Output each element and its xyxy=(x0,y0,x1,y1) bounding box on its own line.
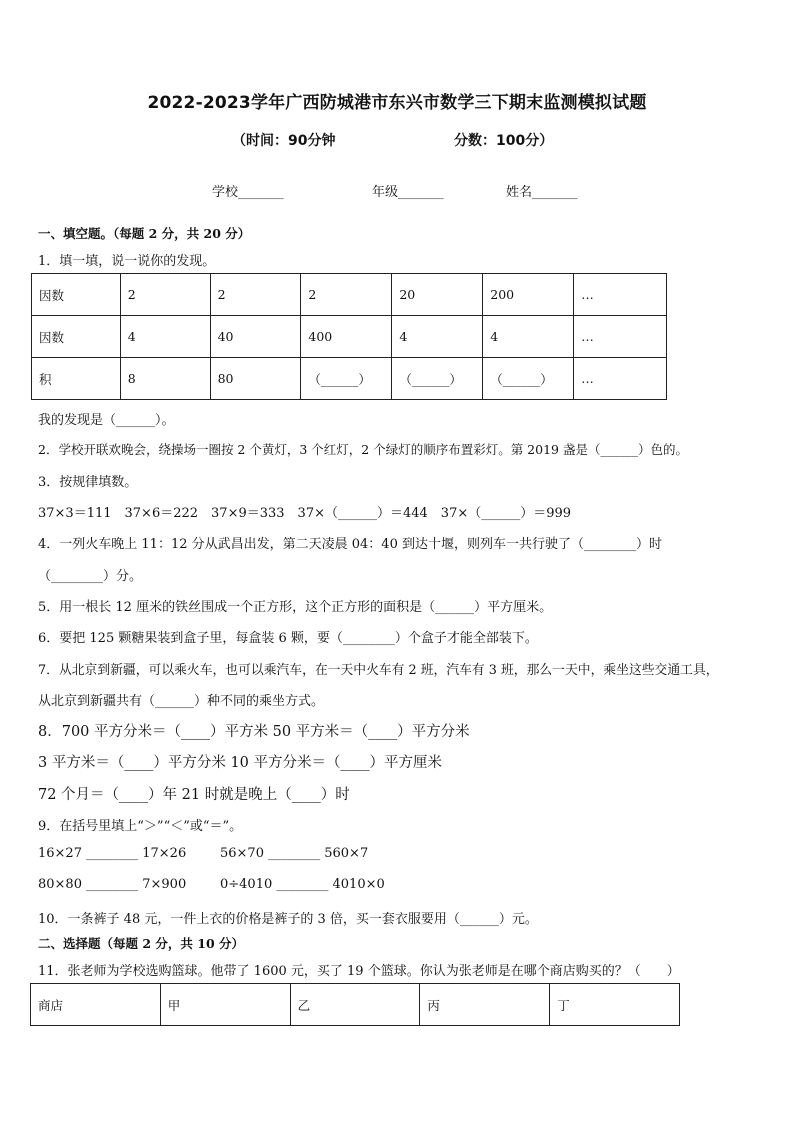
table-cell: 4 xyxy=(392,316,483,358)
table-cell: 200 xyxy=(483,274,574,316)
table-row xyxy=(32,316,667,358)
time-limit: （时间：90分钟 xyxy=(232,133,336,149)
table-cell: 4 xyxy=(483,316,574,358)
question-9: 9．在括号里填上“＞”“＜”或“＝”。 xyxy=(38,819,243,834)
table-cell: （______） xyxy=(392,358,483,400)
shop-table xyxy=(30,983,680,1026)
table-cell: 乙 xyxy=(290,984,420,1026)
question-1: 1．填一填，说一说你的发现。 xyxy=(38,254,216,269)
question-7-line-1: 7．从北京到新疆，可以乘火车，也可以乘汽车，在一天中火车有 2 班，汽车有 3 班，那么一天中，乘坐这些交通工具， xyxy=(38,663,719,678)
table-row xyxy=(32,358,667,400)
table-cell: … xyxy=(574,358,667,400)
table-cell: 因数 xyxy=(32,274,121,316)
comparison-1a: 16×27 ________ 17×26 xyxy=(38,846,187,861)
school-field: 学校_______ xyxy=(212,185,284,200)
question-4-line-2: （________）分。 xyxy=(38,569,143,584)
factor-table xyxy=(31,273,667,400)
table-cell: 20 xyxy=(392,274,483,316)
exam-meta xyxy=(232,130,592,150)
question-3-sequence: 37×3＝111 37×6＝222 37×9＝333 37×（______）＝444 37×（______）＝999 xyxy=(38,506,572,521)
question-8-line-1: 8．700 平方分米＝（____）平方米 50 平方米＝（____）平方分米 xyxy=(38,724,470,740)
grade-field: 年级_______ xyxy=(372,185,444,200)
table-row xyxy=(32,274,667,316)
section-heading-fill-blank: 一、填空题。（每题 2 分，共 20 分） xyxy=(38,226,251,241)
question-8-line-2: 3 平方米＝（____）平方分米 10 平方分米＝（____）平方厘米 xyxy=(38,755,443,771)
table-cell: 2 xyxy=(301,274,392,316)
table-cell: 商店 xyxy=(31,984,161,1026)
total-score: 分数：100分） xyxy=(454,133,554,149)
table-cell: 2 xyxy=(120,274,210,316)
question-1-finding: 我的发现是（______）。 xyxy=(38,413,175,428)
table-cell: 因数 xyxy=(32,316,121,358)
table-cell: 2 xyxy=(210,274,301,316)
table-cell: 甲 xyxy=(160,984,290,1026)
comparison-2a: 80×80 ________ 7×900 xyxy=(38,877,187,892)
table-cell: 40 xyxy=(210,316,301,358)
table-cell: 丙 xyxy=(420,984,550,1026)
question-11: 11．张老师为学校选购篮球。他带了 1600 元，买了 19 个篮球。你认为张老师是在哪个商店购买的？（ ） xyxy=(38,964,680,979)
table-cell: 4 xyxy=(120,316,210,358)
table-cell: 积 xyxy=(32,358,121,400)
question-2: 2．学校开联欢晚会，绕操场一圈按 2 个黄灯，3 个红灯，2 个绿灯的顺序布置彩灯。第 2019 盏是（______）色的。 xyxy=(38,442,688,457)
table-cell: … xyxy=(574,316,667,358)
table-cell: （______） xyxy=(483,358,574,400)
question-8-line-3: 72 个月＝（____）年 21 时就是晚上（____）时 xyxy=(38,787,350,803)
table-cell: 8 xyxy=(120,358,210,400)
comparison-1b: 56×70 ________ 560×7 xyxy=(220,846,369,861)
table-cell: （______） xyxy=(301,358,392,400)
table-row xyxy=(31,984,680,1026)
table-cell: 400 xyxy=(301,316,392,358)
question-10: 10．一条裤子 48 元，一件上衣的价格是裤子的 3 倍，买一套衣服要用（______）元。 xyxy=(38,912,538,927)
section-heading-choice: 二、选择题（每题 2 分，共 10 分） xyxy=(38,936,245,951)
comparison-2b: 0÷4010 ________ 4010×0 xyxy=(220,877,385,892)
question-3: 3．按规律填数。 xyxy=(38,475,138,490)
table-cell: 丁 xyxy=(550,984,680,1026)
name-field: 姓名_______ xyxy=(506,185,578,200)
table-cell: 80 xyxy=(210,358,301,400)
table-cell: … xyxy=(574,274,667,316)
question-7-line-2: 从北京到新疆共有（______）种不同的乘坐方式。 xyxy=(38,694,325,709)
question-6: 6．要把 125 颗糖果装到盒子里，每盒装 6 颗，要（________）个盒子才能全部装下。 xyxy=(38,631,538,646)
page-title: 2022-2023学年广西防城港市东兴市数学三下期末监测模拟试题 xyxy=(147,93,647,113)
question-5: 5．用一根长 12 厘米的铁丝围成一个正方形，这个正方形的面积是（______）平方厘米。 xyxy=(38,600,553,615)
question-4-line-1: 4．一列火车晚上 11：12 分从武昌出发，第二天凌晨 04：40 到达十堰，则列车一共行驶了（________）时 xyxy=(38,537,662,552)
